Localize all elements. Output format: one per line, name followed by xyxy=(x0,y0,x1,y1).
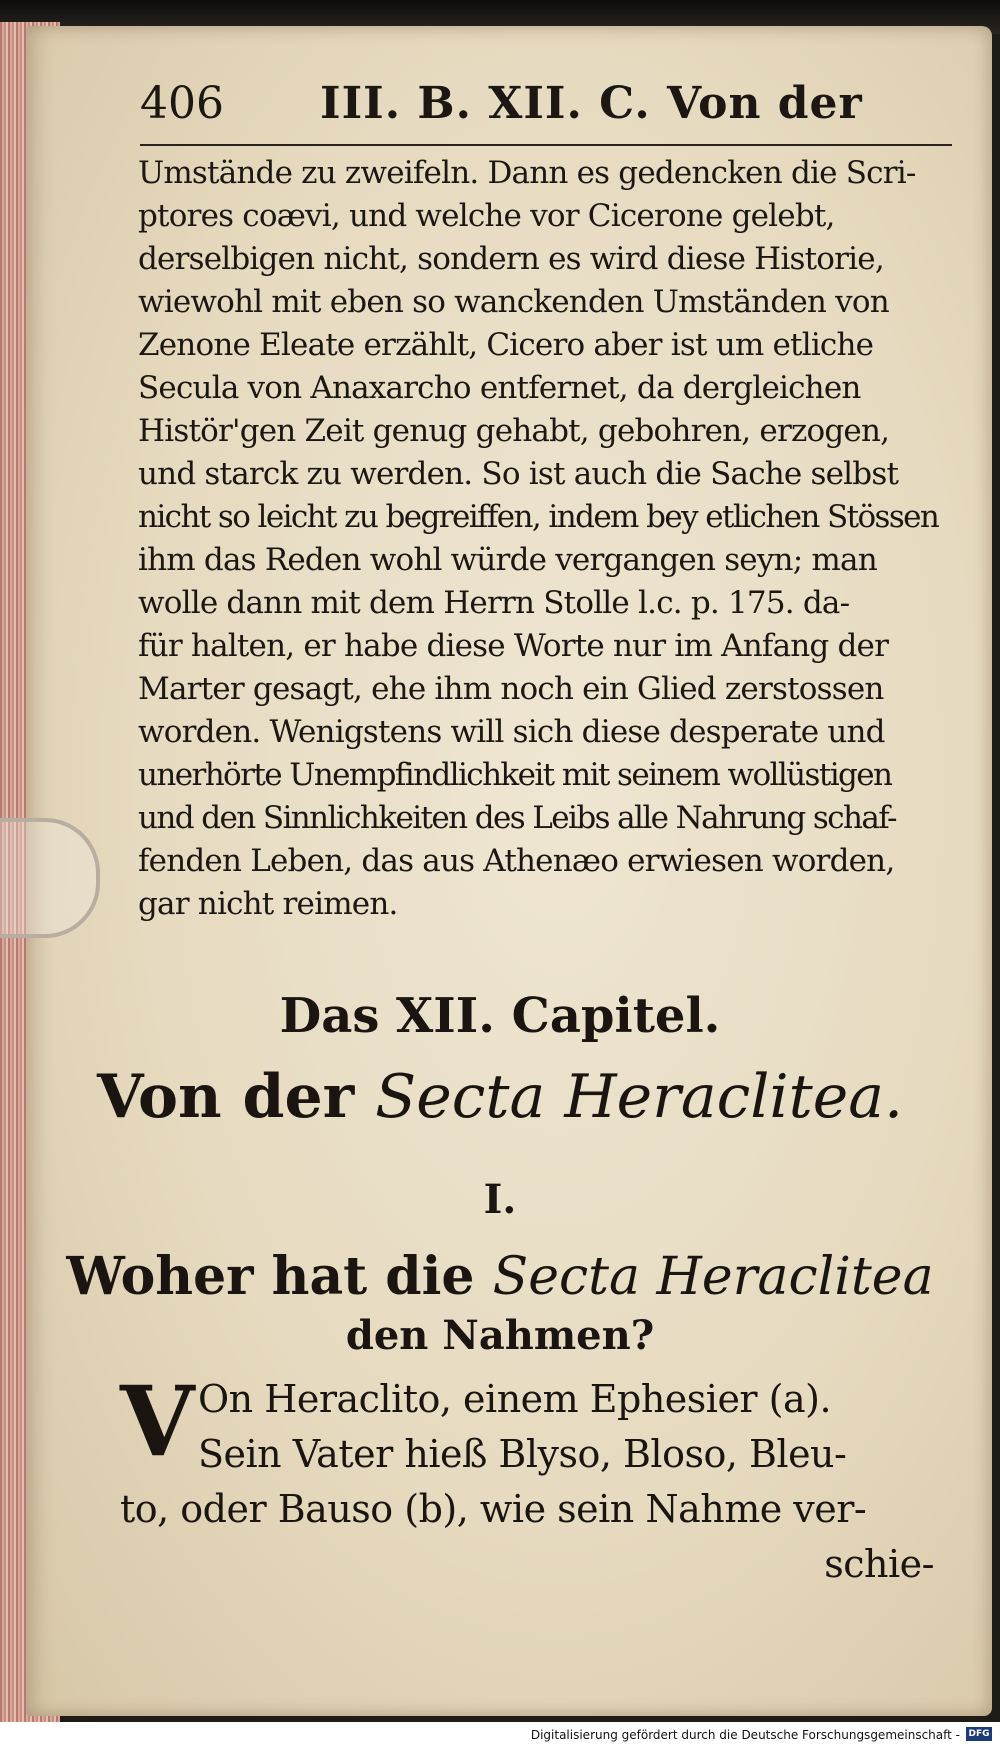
text-line: fenden Leben, das aus Athenæo erwiesen worden, xyxy=(138,843,895,879)
text-line: Umstände zu zweifeln. Dann es gedencken die Scri- xyxy=(138,155,916,191)
chapter-subtitle-latin: Secta Heraclitea. xyxy=(375,1062,904,1132)
text-line: nicht so leicht zu begreiffen, indem bey etlichen Stössen xyxy=(138,499,939,535)
chapter-subtitle-prefix: Von der xyxy=(96,1062,355,1132)
text-line: derselbigen nicht, sondern es wird diese Historie, xyxy=(138,241,884,277)
paragraph xyxy=(120,1365,940,1592)
question-prefix: Woher hat die xyxy=(66,1246,475,1307)
catchword: schie- xyxy=(824,1542,934,1586)
drop-cap: V xyxy=(120,1365,195,1478)
page-number: 406 xyxy=(140,78,224,129)
text-line: wiewohl mit eben so wanckenden Umständen von xyxy=(138,284,889,320)
text-line: und starck zu werden. So ist auch die Sache selbst xyxy=(138,456,899,492)
text-line: worden. Wenigstens will sich diese desperate und xyxy=(138,714,885,750)
page-clip xyxy=(0,818,100,938)
running-head: III. B. XII. C. Von der xyxy=(320,78,863,129)
question-latin: Secta Heraclitea xyxy=(492,1247,934,1307)
chapter-title: Das XII. Capitel. xyxy=(279,988,721,1044)
question-line-1 xyxy=(0,1246,1000,1308)
text-line: und den Sinnlichkeiten des Leibs alle Nahrung schaf- xyxy=(138,800,896,836)
text-line: Zenone Eleate erzählt, Cicero aber ist um etliche xyxy=(138,327,874,363)
text-line: für halten, er habe diese Worte nur im Anfang der xyxy=(138,628,889,664)
text-line: ihm das Reden wohl würde vergangen seyn; man xyxy=(138,542,877,578)
body-text xyxy=(138,152,958,926)
paragraph-line: Sein Vater hieß Blyso, Bloso, Bleu- xyxy=(198,1432,847,1476)
paragraph-line: to, oder Bauso (b), wie sein Nahme ver- xyxy=(120,1487,867,1531)
text-line: wolle dann mit dem Herrn Stolle l.c. p. 175. da- xyxy=(138,585,850,621)
text-line: unerhörte Unempfindlichkeit mit seinem wollüstigen xyxy=(138,757,892,793)
text-line: Histör'gen Zeit genug gehabt, gebohren, erzogen, xyxy=(138,413,890,449)
section-question xyxy=(0,1246,1000,1364)
footer-credit: Digitalisierung gefördert durch die Deutsche Forschungsgemeinschaft - xyxy=(530,1728,960,1742)
text-line: ptores coævi, und welche vor Cicerone gelebt, xyxy=(138,198,835,234)
header-rule xyxy=(140,144,952,146)
page-header xyxy=(140,78,940,138)
dfg-logo: DFG xyxy=(966,1727,992,1741)
paragraph-line: On Heraclito, einem Ephesier (a). xyxy=(198,1377,832,1421)
chapter-subtitle xyxy=(0,1062,1000,1132)
text-line: Marter gesagt, ehe ihm noch ein Glied zerstossen xyxy=(138,671,884,707)
question-line-2: den Nahmen? xyxy=(345,1312,655,1359)
text-line: gar nicht reimen. xyxy=(138,886,398,922)
section-number: I. xyxy=(483,1176,517,1223)
text-line: Secula von Anaxarcho entfernet, da dergleichen xyxy=(138,370,861,406)
